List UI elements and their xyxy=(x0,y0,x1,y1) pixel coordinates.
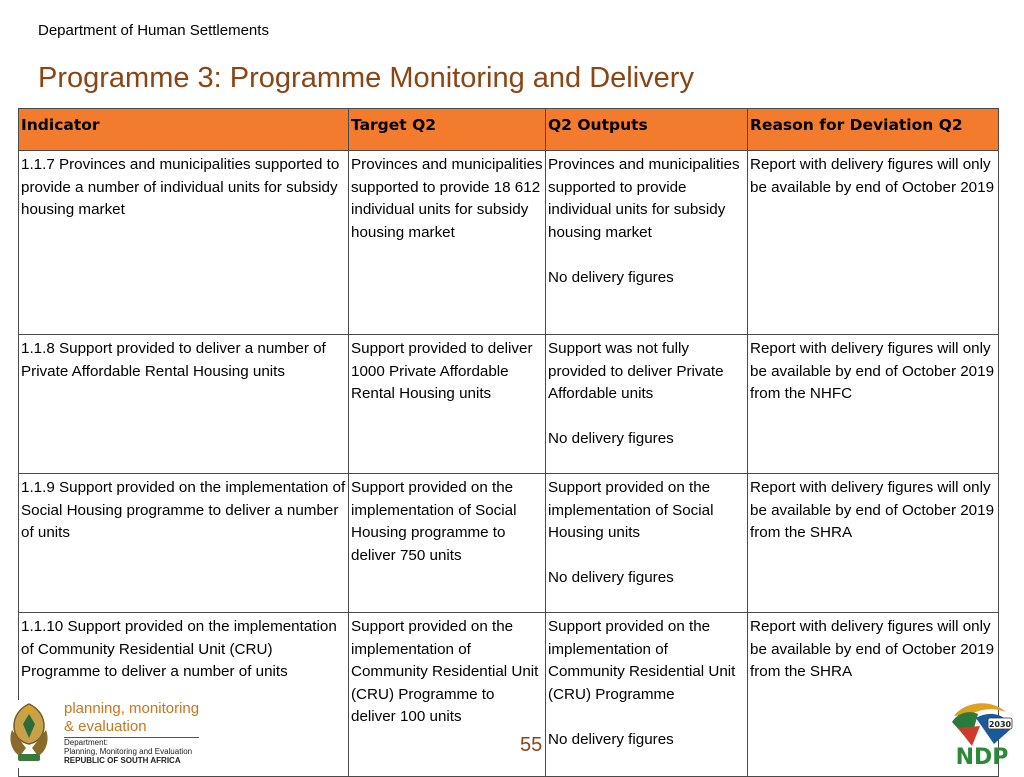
indicator-table xyxy=(18,108,999,777)
pme-logo xyxy=(4,700,204,768)
output-text: Provinces and municipalities supported to provide individual units for subsidy housing market xyxy=(548,156,740,241)
output-note: No delivery figures xyxy=(548,268,674,286)
ndp-text: NDP xyxy=(955,745,1009,768)
output-cell xyxy=(546,613,748,777)
header-reason-deviation: Reason for Deviation Q2 xyxy=(748,109,999,151)
indicator-cell: 1.1.7 Provinces and municipalities supported to provide a number of individual units for subsidy housing market xyxy=(19,151,349,335)
output-note: No delivery figures xyxy=(548,430,674,448)
output-cell xyxy=(546,474,748,613)
ndp-year: 2030 xyxy=(988,720,1012,729)
reason-cell: Report with delivery figures will only be available by end of October 2019 from the SHRA xyxy=(748,474,999,613)
logo-line-2: & evaluation xyxy=(64,718,147,735)
target-cell: Support provided to deliver 1000 Private Affordable Rental Housing units xyxy=(349,335,546,474)
reason-cell: Report with delivery figures will only be available by end of October 2019 from the NHFC xyxy=(748,335,999,474)
logo-country: REPUBLIC OF SOUTH AFRICA xyxy=(64,756,181,765)
page-title: Programme 3: Programme Monitoring and Delivery xyxy=(38,62,694,94)
coat-of-arms-icon xyxy=(6,700,52,766)
reason-cell: Report with delivery figures will only be available by end of October 2019 xyxy=(748,151,999,335)
indicator-cell: 1.1.8 Support provided to deliver a number of Private Affordable Rental Housing units xyxy=(19,335,349,474)
table-header-row xyxy=(19,109,999,151)
output-text: Support provided on the implementation of Community Residential Unit (CRU) Programme xyxy=(548,618,736,703)
output-text: Support provided on the implementation of Social Housing units xyxy=(548,479,714,542)
page-number: 55 xyxy=(520,734,543,756)
target-cell: Provinces and municipalities supported to provide 18 612 individual units for subsidy housing market xyxy=(349,151,546,335)
target-cell: Support provided on the implementation of Community Residential Unit (CRU) Programme to deliver 100 units xyxy=(349,613,546,777)
output-cell xyxy=(546,151,748,335)
indicator-cell: 1.1.10 Support provided on the implementation of Community Residential Unit (CRU) Programme to deliver a number of units xyxy=(19,613,349,777)
logo-line-1: planning, monitoring xyxy=(64,700,200,717)
header-target-q2: Target Q2 xyxy=(349,109,546,151)
indicator-cell: 1.1.9 Support provided on the implementation of Social Housing programme to deliver a number of units xyxy=(19,474,349,613)
target-cell: Support provided on the implementation of Social Housing programme to deliver 750 units xyxy=(349,474,546,613)
output-note: No delivery figures xyxy=(548,730,674,748)
table-row xyxy=(19,335,999,474)
output-text: Support was not fully provided to deliver Private Affordable units xyxy=(548,340,724,403)
header-q2-outputs: Q2 Outputs xyxy=(546,109,748,151)
output-note: No delivery figures xyxy=(548,569,674,587)
table-row xyxy=(19,151,999,335)
table-row xyxy=(19,474,999,613)
ndp-2030-logo-icon xyxy=(946,698,1018,768)
output-cell xyxy=(546,335,748,474)
department-name: Department of Human Settlements xyxy=(38,22,269,39)
logo-dept-label: Department: xyxy=(64,738,109,747)
logo-dept-name: Planning, Monitoring and Evaluation xyxy=(64,747,193,756)
reason-cell: Report with delivery figures will only be available by end of October 2019 from the SHRA xyxy=(748,613,999,777)
header-indicator: Indicator xyxy=(19,109,349,151)
